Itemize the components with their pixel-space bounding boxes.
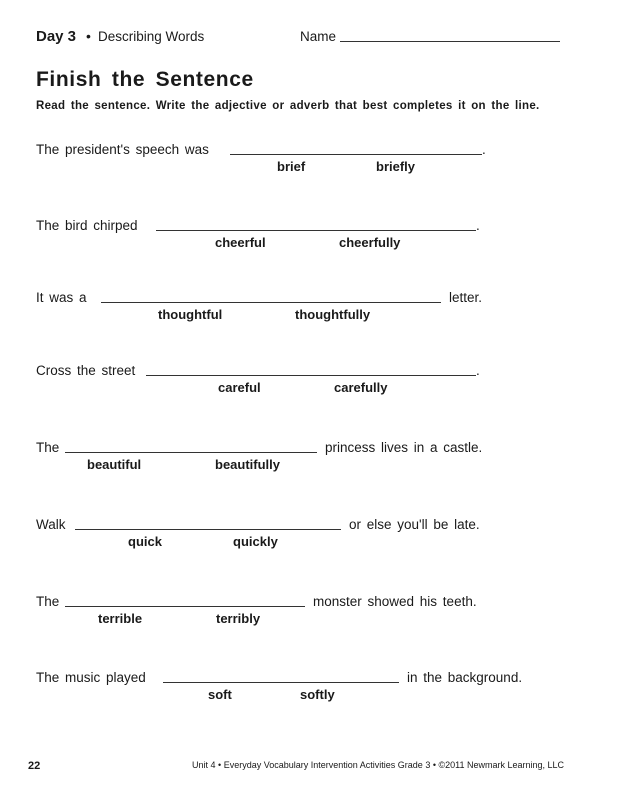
sentence-item bbox=[36, 440, 576, 480]
option-adverb: carefully bbox=[334, 380, 388, 395]
answer-line[interactable] bbox=[163, 682, 399, 683]
sentence-before: It was a bbox=[36, 290, 87, 305]
topic-label: Describing Words bbox=[98, 29, 205, 44]
option-adverb: quickly bbox=[233, 534, 278, 549]
sentence-after: princess lives in a castle. bbox=[325, 440, 483, 455]
sentence-after: . bbox=[476, 218, 480, 233]
option-adverb: terribly bbox=[216, 611, 261, 626]
sentence-item bbox=[36, 290, 576, 330]
option-adjective: cheerful bbox=[215, 235, 266, 250]
name-label: Name bbox=[300, 29, 337, 44]
day-label: Day 3 bbox=[36, 28, 77, 45]
answer-line[interactable] bbox=[101, 302, 441, 303]
option-adjective: terrible bbox=[98, 611, 143, 626]
page-number: 22 bbox=[28, 760, 41, 772]
option-adverb: cheerfully bbox=[339, 235, 401, 250]
answer-line[interactable] bbox=[75, 529, 341, 530]
option-adverb: thoughtfully bbox=[295, 307, 371, 322]
sentence-after: or else you'll be late. bbox=[349, 517, 480, 532]
name-line[interactable] bbox=[340, 41, 560, 42]
option-adverb: softly bbox=[300, 687, 335, 702]
sentence-item bbox=[36, 218, 576, 258]
sentence-before: The bbox=[36, 594, 60, 609]
sentence-item bbox=[36, 670, 576, 710]
option-adjective: soft bbox=[208, 687, 232, 702]
sentence-after: . bbox=[482, 142, 486, 157]
sentence-item bbox=[36, 142, 576, 182]
sentence-item bbox=[36, 517, 576, 557]
sentence-before: The bird chirped bbox=[36, 218, 138, 233]
sentence-after: in the background. bbox=[407, 670, 523, 685]
option-adverb: beautifully bbox=[215, 457, 281, 472]
footer-credit: Unit 4 • Everyday Vocabulary Intervention Activities Grade 3 • ©2011 Newmark Learning, LLC bbox=[192, 760, 564, 770]
sentence-item bbox=[36, 363, 576, 403]
worksheet-header bbox=[36, 28, 566, 48]
sentence-after: monster showed his teeth. bbox=[313, 594, 477, 609]
sentence-after: . bbox=[476, 363, 480, 378]
instructions: Read the sentence. Write the adjective or adverb that best completes it on the line. bbox=[36, 100, 540, 112]
option-adjective: beautiful bbox=[87, 457, 142, 472]
header-bullet: • bbox=[86, 28, 91, 44]
sentence-item bbox=[36, 594, 576, 634]
option-adjective: brief bbox=[277, 159, 306, 174]
sentence-before: The bbox=[36, 440, 60, 455]
option-adjective: thoughtful bbox=[158, 307, 223, 322]
answer-line[interactable] bbox=[65, 452, 317, 453]
sentence-before: Walk bbox=[36, 517, 66, 532]
sentence-after: letter. bbox=[449, 290, 483, 305]
answer-line[interactable] bbox=[65, 606, 305, 607]
sentence-before: Cross the street bbox=[36, 363, 136, 378]
sentence-before: The president's speech was bbox=[36, 142, 209, 157]
answer-line[interactable] bbox=[146, 375, 476, 376]
option-adjective: careful bbox=[218, 380, 261, 395]
sentence-before: The music played bbox=[36, 670, 146, 685]
answer-line[interactable] bbox=[230, 154, 482, 155]
page-title: Finish the Sentence bbox=[36, 68, 254, 91]
answer-line[interactable] bbox=[156, 230, 476, 231]
option-adverb: briefly bbox=[376, 159, 416, 174]
option-adjective: quick bbox=[128, 534, 162, 549]
